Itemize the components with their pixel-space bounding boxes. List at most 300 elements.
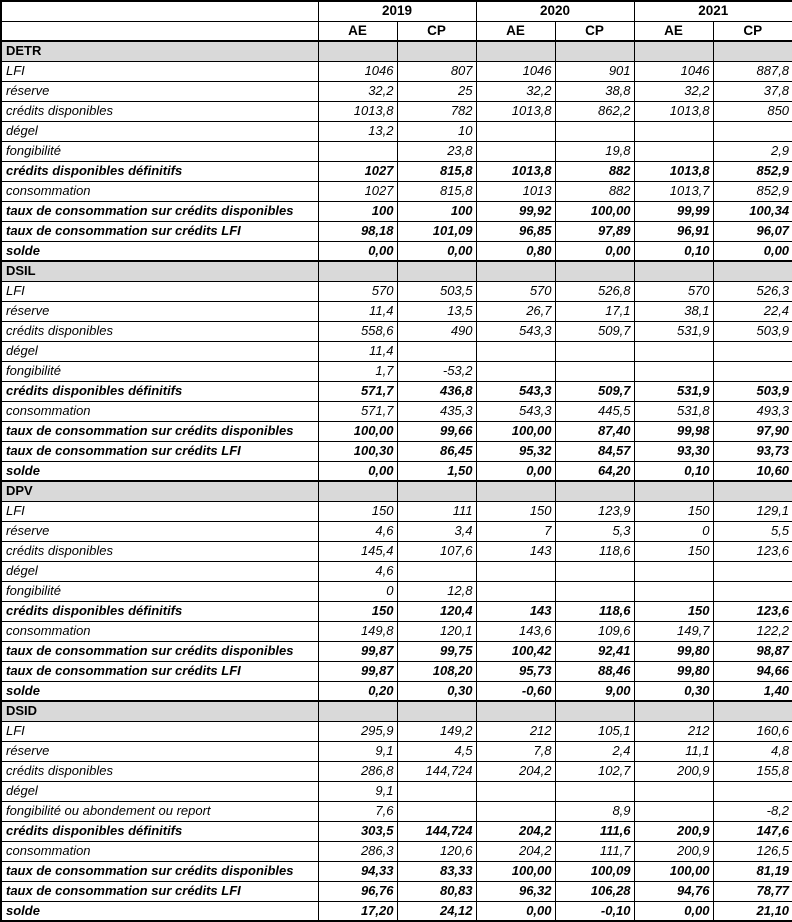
value-cell bbox=[397, 341, 476, 361]
value-cell: 4,6 bbox=[318, 561, 397, 581]
value-cell: 11,1 bbox=[634, 741, 713, 761]
value-cell: 445,5 bbox=[555, 401, 634, 421]
value-cell: 100,30 bbox=[318, 441, 397, 461]
value-cell: 96,76 bbox=[318, 881, 397, 901]
value-cell: 32,2 bbox=[318, 81, 397, 101]
value-cell: 111 bbox=[397, 501, 476, 521]
value-cell: 543,3 bbox=[476, 381, 555, 401]
table-row bbox=[1, 441, 792, 461]
value-cell: 2,4 bbox=[555, 741, 634, 761]
subheader-ae-2020: AE bbox=[476, 21, 555, 41]
value-cell: -0,10 bbox=[555, 901, 634, 921]
value-cell: 81,19 bbox=[713, 861, 792, 881]
table-row bbox=[1, 581, 792, 601]
table-row bbox=[1, 161, 792, 181]
value-cell: 106,28 bbox=[555, 881, 634, 901]
table-body bbox=[1, 41, 792, 921]
value-cell: 9,00 bbox=[555, 681, 634, 701]
value-cell: 0,80 bbox=[476, 241, 555, 261]
value-cell: 99,80 bbox=[634, 641, 713, 661]
value-cell: 503,5 bbox=[397, 281, 476, 301]
section-empty-cell bbox=[397, 41, 476, 61]
year-header-2019: 2019 bbox=[318, 1, 476, 21]
section-empty-cell bbox=[397, 481, 476, 501]
table-row bbox=[1, 461, 792, 481]
table-row bbox=[1, 301, 792, 321]
value-cell: 10 bbox=[397, 121, 476, 141]
table-row bbox=[1, 381, 792, 401]
value-cell bbox=[634, 341, 713, 361]
value-cell: 1027 bbox=[318, 181, 397, 201]
value-cell: 4,6 bbox=[318, 521, 397, 541]
row-label: taux de consommation sur crédits disponibles bbox=[1, 201, 318, 221]
value-cell: 1,7 bbox=[318, 361, 397, 381]
section-empty-cell bbox=[713, 701, 792, 721]
row-label: crédits disponibles bbox=[1, 761, 318, 781]
value-cell bbox=[713, 561, 792, 581]
value-cell: -53,2 bbox=[397, 361, 476, 381]
row-label: crédits disponibles bbox=[1, 541, 318, 561]
value-cell: 1013,8 bbox=[318, 101, 397, 121]
value-cell: 100,09 bbox=[555, 861, 634, 881]
value-cell: 150 bbox=[634, 501, 713, 521]
value-cell: 3,4 bbox=[397, 521, 476, 541]
value-cell: 862,2 bbox=[555, 101, 634, 121]
table-row bbox=[1, 241, 792, 261]
value-cell bbox=[397, 561, 476, 581]
value-cell: 99,87 bbox=[318, 661, 397, 681]
row-label: LFI bbox=[1, 721, 318, 741]
table-row bbox=[1, 281, 792, 301]
value-cell: 11,4 bbox=[318, 341, 397, 361]
value-cell: 107,6 bbox=[397, 541, 476, 561]
value-cell: 150 bbox=[634, 601, 713, 621]
value-cell: 86,45 bbox=[397, 441, 476, 461]
table-row bbox=[1, 141, 792, 161]
section-empty-cell bbox=[476, 41, 555, 61]
subheader-row bbox=[1, 21, 792, 41]
value-cell: 100 bbox=[318, 201, 397, 221]
value-cell: 95,32 bbox=[476, 441, 555, 461]
value-cell: 23,8 bbox=[397, 141, 476, 161]
value-cell: 7 bbox=[476, 521, 555, 541]
value-cell bbox=[555, 361, 634, 381]
value-cell bbox=[476, 581, 555, 601]
value-cell: 1046 bbox=[318, 61, 397, 81]
value-cell: 149,2 bbox=[397, 721, 476, 741]
value-cell: 99,87 bbox=[318, 641, 397, 661]
value-cell: 0,00 bbox=[318, 461, 397, 481]
value-cell: 93,30 bbox=[634, 441, 713, 461]
value-cell: 558,6 bbox=[318, 321, 397, 341]
row-label: consommation bbox=[1, 621, 318, 641]
value-cell: 509,7 bbox=[555, 321, 634, 341]
value-cell bbox=[634, 141, 713, 161]
section-empty-cell bbox=[397, 701, 476, 721]
value-cell bbox=[713, 581, 792, 601]
table-row bbox=[1, 321, 792, 341]
value-cell: 120,1 bbox=[397, 621, 476, 641]
value-cell: 571,7 bbox=[318, 381, 397, 401]
value-cell: 150 bbox=[318, 601, 397, 621]
row-label: taux de consommation sur crédits LFI bbox=[1, 881, 318, 901]
value-cell: 0,10 bbox=[634, 461, 713, 481]
row-label: crédits disponibles définitifs bbox=[1, 381, 318, 401]
year-header-row bbox=[1, 1, 792, 21]
section-empty-cell bbox=[318, 701, 397, 721]
section-empty-cell bbox=[476, 481, 555, 501]
row-label: fongibilité bbox=[1, 581, 318, 601]
value-cell: 118,6 bbox=[555, 541, 634, 561]
value-cell: 1013,7 bbox=[634, 181, 713, 201]
value-cell: -0,60 bbox=[476, 681, 555, 701]
value-cell: 0,00 bbox=[555, 241, 634, 261]
value-cell bbox=[555, 581, 634, 601]
table-row bbox=[1, 61, 792, 81]
section-empty-cell bbox=[555, 41, 634, 61]
value-cell bbox=[713, 361, 792, 381]
value-cell: 100,00 bbox=[318, 421, 397, 441]
value-cell: 144,724 bbox=[397, 761, 476, 781]
value-cell: 120,6 bbox=[397, 841, 476, 861]
value-cell: 111,6 bbox=[555, 821, 634, 841]
value-cell: 782 bbox=[397, 101, 476, 121]
value-cell: 286,3 bbox=[318, 841, 397, 861]
row-label: dégel bbox=[1, 121, 318, 141]
value-cell: 122,2 bbox=[713, 621, 792, 641]
value-cell: -8,2 bbox=[713, 801, 792, 821]
value-cell: 1013,8 bbox=[634, 101, 713, 121]
value-cell: 100,42 bbox=[476, 641, 555, 661]
row-label: taux de consommation sur crédits disponibles bbox=[1, 421, 318, 441]
value-cell bbox=[634, 801, 713, 821]
row-label: taux de consommation sur crédits LFI bbox=[1, 221, 318, 241]
value-cell: 509,7 bbox=[555, 381, 634, 401]
row-label: crédits disponibles définitifs bbox=[1, 161, 318, 181]
section-empty-cell bbox=[713, 481, 792, 501]
value-cell: 543,3 bbox=[476, 321, 555, 341]
value-cell: 1013,8 bbox=[476, 161, 555, 181]
value-cell: 78,77 bbox=[713, 881, 792, 901]
row-label: crédits disponibles bbox=[1, 321, 318, 341]
value-cell: 84,57 bbox=[555, 441, 634, 461]
table-row bbox=[1, 641, 792, 661]
value-cell: 570 bbox=[318, 281, 397, 301]
value-cell: 97,90 bbox=[713, 421, 792, 441]
value-cell: 150 bbox=[318, 501, 397, 521]
row-label: réserve bbox=[1, 521, 318, 541]
row-label: solde bbox=[1, 681, 318, 701]
value-cell bbox=[397, 781, 476, 801]
row-label: crédits disponibles bbox=[1, 101, 318, 121]
section-empty-cell bbox=[555, 261, 634, 281]
value-cell: 204,2 bbox=[476, 821, 555, 841]
subheader-ae-2019: AE bbox=[318, 21, 397, 41]
value-cell: 5,3 bbox=[555, 521, 634, 541]
value-cell bbox=[318, 141, 397, 161]
value-cell: 102,7 bbox=[555, 761, 634, 781]
value-cell: 99,92 bbox=[476, 201, 555, 221]
value-cell: 99,80 bbox=[634, 661, 713, 681]
table-row bbox=[1, 781, 792, 801]
table-row bbox=[1, 361, 792, 381]
row-label: fongibilité bbox=[1, 141, 318, 161]
row-label: LFI bbox=[1, 501, 318, 521]
value-cell: 17,1 bbox=[555, 301, 634, 321]
value-cell bbox=[476, 781, 555, 801]
value-cell: 200,9 bbox=[634, 821, 713, 841]
value-cell: 4,5 bbox=[397, 741, 476, 761]
value-cell: 109,6 bbox=[555, 621, 634, 641]
value-cell: 22,4 bbox=[713, 301, 792, 321]
value-cell: 503,9 bbox=[713, 381, 792, 401]
value-cell bbox=[555, 781, 634, 801]
value-cell: 98,87 bbox=[713, 641, 792, 661]
value-cell: 200,9 bbox=[634, 761, 713, 781]
value-cell: 526,3 bbox=[713, 281, 792, 301]
row-label: LFI bbox=[1, 281, 318, 301]
value-cell bbox=[476, 561, 555, 581]
table-row bbox=[1, 621, 792, 641]
value-cell: 0,00 bbox=[476, 901, 555, 921]
subheader-ae-2021: AE bbox=[634, 21, 713, 41]
value-cell: 143 bbox=[476, 541, 555, 561]
value-cell: 1013 bbox=[476, 181, 555, 201]
value-cell: 145,4 bbox=[318, 541, 397, 561]
value-cell: 815,8 bbox=[397, 161, 476, 181]
year-header-2021: 2021 bbox=[634, 1, 792, 21]
value-cell: 96,32 bbox=[476, 881, 555, 901]
section-name: DETR bbox=[1, 41, 318, 61]
row-label: dégel bbox=[1, 341, 318, 361]
value-cell: 101,09 bbox=[397, 221, 476, 241]
value-cell: 1013,8 bbox=[476, 101, 555, 121]
subheader-cp-2019: CP bbox=[397, 21, 476, 41]
value-cell: 7,8 bbox=[476, 741, 555, 761]
value-cell: 149,8 bbox=[318, 621, 397, 641]
section-empty-cell bbox=[476, 261, 555, 281]
table-row bbox=[1, 681, 792, 701]
value-cell: 150 bbox=[476, 501, 555, 521]
value-cell bbox=[476, 141, 555, 161]
value-cell: 118,6 bbox=[555, 601, 634, 621]
section-empty-cell bbox=[713, 261, 792, 281]
value-cell: 5,5 bbox=[713, 521, 792, 541]
row-label: réserve bbox=[1, 741, 318, 761]
value-cell: 123,9 bbox=[555, 501, 634, 521]
value-cell: 543,3 bbox=[476, 401, 555, 421]
section-empty-cell bbox=[555, 701, 634, 721]
table-row bbox=[1, 501, 792, 521]
table-row bbox=[1, 841, 792, 861]
value-cell: 1027 bbox=[318, 161, 397, 181]
table-row bbox=[1, 761, 792, 781]
table-row bbox=[1, 181, 792, 201]
value-cell: 11,4 bbox=[318, 301, 397, 321]
value-cell: 83,33 bbox=[397, 861, 476, 881]
value-cell: 490 bbox=[397, 321, 476, 341]
value-cell: 129,1 bbox=[713, 501, 792, 521]
value-cell: 96,91 bbox=[634, 221, 713, 241]
value-cell: 0,00 bbox=[318, 241, 397, 261]
section-empty-cell bbox=[555, 481, 634, 501]
value-cell: 204,2 bbox=[476, 761, 555, 781]
value-cell: 88,46 bbox=[555, 661, 634, 681]
table-row bbox=[1, 81, 792, 101]
value-cell: 93,73 bbox=[713, 441, 792, 461]
value-cell: 149,7 bbox=[634, 621, 713, 641]
value-cell: 852,9 bbox=[713, 161, 792, 181]
value-cell: 7,6 bbox=[318, 801, 397, 821]
value-cell: 0,20 bbox=[318, 681, 397, 701]
value-cell bbox=[397, 801, 476, 821]
value-cell: 21,10 bbox=[713, 901, 792, 921]
value-cell: 96,85 bbox=[476, 221, 555, 241]
value-cell: 531,8 bbox=[634, 401, 713, 421]
section-empty-cell bbox=[634, 481, 713, 501]
section-header-row-dsid bbox=[1, 701, 792, 721]
row-label: consommation bbox=[1, 401, 318, 421]
value-cell: 493,3 bbox=[713, 401, 792, 421]
section-header-row-detr bbox=[1, 41, 792, 61]
value-cell: 94,33 bbox=[318, 861, 397, 881]
value-cell bbox=[634, 361, 713, 381]
value-cell: 32,2 bbox=[634, 81, 713, 101]
value-cell: 1046 bbox=[634, 61, 713, 81]
value-cell: 80,83 bbox=[397, 881, 476, 901]
row-label: taux de consommation sur crédits LFI bbox=[1, 441, 318, 461]
value-cell: 1046 bbox=[476, 61, 555, 81]
value-cell: 100,00 bbox=[634, 861, 713, 881]
value-cell: 286,8 bbox=[318, 761, 397, 781]
value-cell bbox=[713, 341, 792, 361]
value-cell bbox=[476, 801, 555, 821]
value-cell: 64,20 bbox=[555, 461, 634, 481]
table-row bbox=[1, 201, 792, 221]
value-cell: 850 bbox=[713, 101, 792, 121]
row-label: crédits disponibles définitifs bbox=[1, 821, 318, 841]
row-label: solde bbox=[1, 241, 318, 261]
value-cell: 100,34 bbox=[713, 201, 792, 221]
value-cell: 147,6 bbox=[713, 821, 792, 841]
value-cell bbox=[634, 561, 713, 581]
value-cell: 38,8 bbox=[555, 81, 634, 101]
subheader-cp-2020: CP bbox=[555, 21, 634, 41]
table-row bbox=[1, 101, 792, 121]
table-row bbox=[1, 521, 792, 541]
value-cell: 0,10 bbox=[634, 241, 713, 261]
row-label: consommation bbox=[1, 181, 318, 201]
section-name: DPV bbox=[1, 481, 318, 501]
value-cell: 37,8 bbox=[713, 81, 792, 101]
table-row bbox=[1, 221, 792, 241]
row-label: dégel bbox=[1, 781, 318, 801]
row-label: taux de consommation sur crédits LFI bbox=[1, 661, 318, 681]
value-cell: 100,00 bbox=[476, 861, 555, 881]
section-empty-cell bbox=[397, 261, 476, 281]
value-cell bbox=[476, 121, 555, 141]
section-empty-cell bbox=[476, 701, 555, 721]
value-cell: 95,73 bbox=[476, 661, 555, 681]
value-cell: 155,8 bbox=[713, 761, 792, 781]
table-row bbox=[1, 741, 792, 761]
value-cell: 126,5 bbox=[713, 841, 792, 861]
value-cell: 0,30 bbox=[634, 681, 713, 701]
value-cell: 99,75 bbox=[397, 641, 476, 661]
value-cell: 882 bbox=[555, 181, 634, 201]
value-cell: 100 bbox=[397, 201, 476, 221]
value-cell bbox=[713, 781, 792, 801]
value-cell: 13,2 bbox=[318, 121, 397, 141]
table-row bbox=[1, 861, 792, 881]
value-cell: 9,1 bbox=[318, 741, 397, 761]
table-header bbox=[1, 1, 792, 41]
table-row bbox=[1, 601, 792, 621]
value-cell: 0,30 bbox=[397, 681, 476, 701]
section-empty-cell bbox=[713, 41, 792, 61]
value-cell: 0,00 bbox=[713, 241, 792, 261]
value-cell bbox=[555, 121, 634, 141]
value-cell: 99,98 bbox=[634, 421, 713, 441]
value-cell: 123,6 bbox=[713, 541, 792, 561]
row-label: solde bbox=[1, 901, 318, 921]
row-label: LFI bbox=[1, 61, 318, 81]
section-header-row-dpv bbox=[1, 481, 792, 501]
value-cell: 105,1 bbox=[555, 721, 634, 741]
value-cell: 1013,8 bbox=[634, 161, 713, 181]
row-label: fongibilité bbox=[1, 361, 318, 381]
corner-cell bbox=[1, 21, 318, 41]
value-cell: 9,1 bbox=[318, 781, 397, 801]
value-cell bbox=[555, 561, 634, 581]
value-cell: 531,9 bbox=[634, 381, 713, 401]
value-cell: 17,20 bbox=[318, 901, 397, 921]
value-cell: 38,1 bbox=[634, 301, 713, 321]
value-cell: 143,6 bbox=[476, 621, 555, 641]
table-row bbox=[1, 881, 792, 901]
value-cell: 8,9 bbox=[555, 801, 634, 821]
value-cell: 19,8 bbox=[555, 141, 634, 161]
section-header-row-dsil bbox=[1, 261, 792, 281]
section-empty-cell bbox=[634, 41, 713, 61]
value-cell: 807 bbox=[397, 61, 476, 81]
value-cell: 94,66 bbox=[713, 661, 792, 681]
value-cell: 526,8 bbox=[555, 281, 634, 301]
value-cell: 303,5 bbox=[318, 821, 397, 841]
year-header-2020: 2020 bbox=[476, 1, 634, 21]
value-cell: 25 bbox=[397, 81, 476, 101]
value-cell bbox=[634, 781, 713, 801]
value-cell: 143 bbox=[476, 601, 555, 621]
value-cell: 99,99 bbox=[634, 201, 713, 221]
value-cell: 150 bbox=[634, 541, 713, 561]
section-empty-cell bbox=[318, 261, 397, 281]
value-cell bbox=[634, 581, 713, 601]
section-name: DSID bbox=[1, 701, 318, 721]
row-label: crédits disponibles définitifs bbox=[1, 601, 318, 621]
value-cell: 531,9 bbox=[634, 321, 713, 341]
section-empty-cell bbox=[318, 481, 397, 501]
value-cell: 160,6 bbox=[713, 721, 792, 741]
value-cell: 100,00 bbox=[555, 201, 634, 221]
table-row bbox=[1, 661, 792, 681]
value-cell: 13,5 bbox=[397, 301, 476, 321]
row-label: taux de consommation sur crédits disponibles bbox=[1, 861, 318, 881]
row-label: dégel bbox=[1, 561, 318, 581]
value-cell: 108,20 bbox=[397, 661, 476, 681]
table-row bbox=[1, 561, 792, 581]
value-cell: 100,00 bbox=[476, 421, 555, 441]
